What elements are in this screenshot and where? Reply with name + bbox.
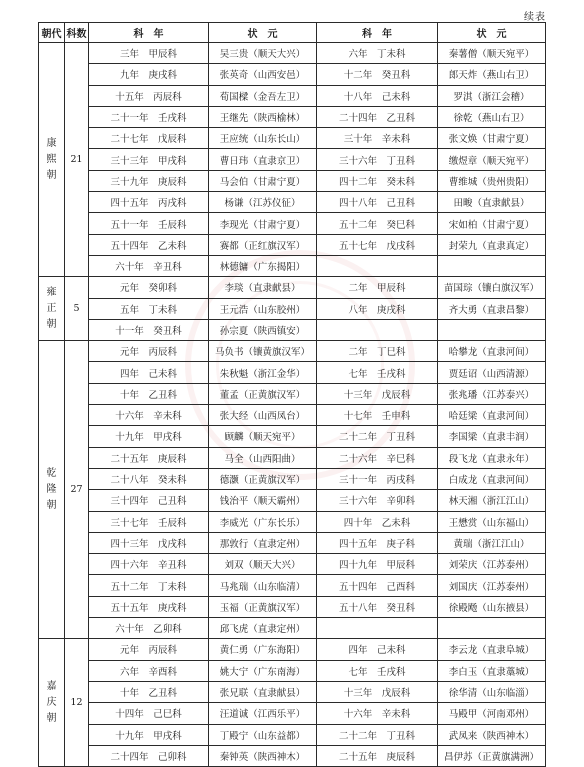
header-exam-year-2: 科 年 (317, 23, 438, 43)
exam-year-cell: 四十六年 辛丑科 (89, 554, 209, 575)
zhuangyuan-cell: 马兆瑞（山东临清） (209, 575, 317, 596)
exam-year-cell: 七年 壬戌科 (317, 362, 438, 383)
table-row (39, 575, 546, 596)
exam-year-cell: 二十八年 癸未科 (89, 468, 209, 489)
zhuangyuan-cell: 李白玉（直隶藁城） (438, 660, 546, 681)
exam-year-cell: 五十一年 壬辰科 (89, 213, 209, 234)
zhuangyuan-cell: 秦钟英（陕西神木） (209, 745, 317, 766)
table-row (39, 681, 546, 702)
exam-year-cell: 十年 乙丑科 (89, 383, 209, 404)
table-row (39, 43, 546, 64)
exam-year-cell: 四十九年 甲辰科 (317, 554, 438, 575)
exam-year-cell: 三十年 辛未科 (317, 128, 438, 149)
zhuangyuan-cell: 王元浩（山东胶州） (209, 298, 317, 319)
exam-year-cell: 元年 丙辰科 (89, 639, 209, 660)
table-row (39, 745, 546, 766)
table-row (39, 64, 546, 85)
table-row (39, 170, 546, 191)
zhuangyuan-cell: 李威光（广东长乐） (209, 511, 317, 532)
zhuangyuan-cell: 贾廷诏（山西清源） (438, 362, 546, 383)
table-row (39, 383, 546, 404)
exam-year-cell: 十一年 癸丑科 (89, 319, 209, 340)
exam-year-cell: 七年 壬戌科 (317, 660, 438, 681)
zhuangyuan-table (38, 22, 546, 767)
exam-year-cell: 二十二年 丁丑科 (317, 724, 438, 745)
zhuangyuan-cell: 马会伯（甘肃宁夏） (209, 170, 317, 191)
exam-year-cell: 二十一年 壬戌科 (89, 106, 209, 127)
table-row (39, 426, 546, 447)
zhuangyuan-cell: 马负书（镶黄旗汉军） (209, 341, 317, 362)
exam-count-cell: 21 (65, 43, 89, 277)
exam-year-cell: 五年 丁未科 (89, 298, 209, 319)
zhuangyuan-cell: 吴三贵（顺天大兴） (209, 43, 317, 64)
exam-year-cell: 四十八年 己丑科 (317, 192, 438, 213)
exam-year-cell: 十七年 壬申科 (317, 405, 438, 426)
zhuangyuan-cell: 王应统（山东长山） (209, 128, 317, 149)
table-row (39, 234, 546, 255)
exam-year-cell (317, 255, 438, 276)
table-row (39, 596, 546, 617)
exam-year-cell: 十九年 甲戌科 (89, 426, 209, 447)
zhuangyuan-cell (438, 618, 546, 639)
exam-year-cell (317, 618, 438, 639)
table-row (39, 532, 546, 553)
dynasty-name-cell (39, 43, 65, 277)
exam-year-cell: 二十七年 戊辰科 (89, 128, 209, 149)
exam-year-cell: 三十六年 丁丑科 (317, 149, 438, 170)
dynasty-name-char: 朝 (46, 712, 57, 724)
exam-year-cell: 二年 甲辰科 (317, 277, 438, 298)
table-row (39, 490, 546, 511)
table-row (39, 106, 546, 127)
zhuangyuan-cell: 朱秋魁（浙江金华） (209, 362, 317, 383)
exam-year-cell: 十六年 辛未科 (89, 405, 209, 426)
exam-year-cell: 十三年 戊辰科 (317, 383, 438, 404)
zhuangyuan-cell: 哈廷梁（直隶河间） (438, 405, 546, 426)
exam-year-cell: 四年 己未科 (317, 639, 438, 660)
header-dynasty: 朝代 (39, 23, 65, 43)
exam-year-cell (317, 319, 438, 340)
table-row (39, 85, 546, 106)
zhuangyuan-cell: 白成龙（直隶河间） (438, 468, 546, 489)
dynasty-name-char: 乾 (46, 467, 57, 479)
zhuangyuan-cell: 孙宗夏（陕西镇安） (209, 319, 317, 340)
exam-year-cell: 五十二年 丁未科 (89, 575, 209, 596)
exam-year-cell: 三十六年 辛卯科 (317, 490, 438, 511)
exam-count-cell: 27 (65, 341, 89, 639)
dynasty-name-cell (39, 639, 65, 767)
zhuangyuan-cell: 林天湘（浙江江山） (438, 490, 546, 511)
table-row (39, 618, 546, 639)
zhuangyuan-cell: 马殿甲（河南邓州） (438, 703, 546, 724)
zhuangyuan-cell: 徐乾（燕山右卫） (438, 106, 546, 127)
zhuangyuan-cell: 姚大宁（广东南海） (209, 660, 317, 681)
exam-year-cell: 元年 癸卯科 (89, 277, 209, 298)
zhuangyuan-cell: 昌伊苏（正黄旗满洲） (438, 745, 546, 766)
zhuangyuan-cell: 张兄联（直隶献县） (209, 681, 317, 702)
exam-year-cell: 元年 丙辰科 (89, 341, 209, 362)
table-row (39, 660, 546, 681)
header-count: 科数 (65, 23, 89, 43)
table-row (39, 319, 546, 340)
dynasty-name-char: 朝 (46, 318, 57, 330)
exam-year-cell: 九年 庚戌科 (89, 64, 209, 85)
table-row (39, 405, 546, 426)
exam-year-cell: 二年 丁巳科 (317, 341, 438, 362)
table-row (39, 192, 546, 213)
zhuangyuan-cell: 杨谦（江苏仪征） (209, 192, 317, 213)
zhuangyuan-cell: 刘国庆（江苏泰州） (438, 575, 546, 596)
exam-year-cell: 二十六年 辛巳科 (317, 447, 438, 468)
table-row (39, 447, 546, 468)
zhuangyuan-cell: 那敦行（直隶定州） (209, 532, 317, 553)
table-row (39, 149, 546, 170)
zhuangyuan-cell: 王继先（陕西榆林） (209, 106, 317, 127)
zhuangyuan-cell: 缴煜章（顺天宛平） (438, 149, 546, 170)
zhuangyuan-cell: 刘双（顺天大兴） (209, 554, 317, 575)
table-body (39, 43, 546, 767)
exam-count-cell: 5 (65, 277, 89, 341)
table-row (39, 639, 546, 660)
table-row (39, 554, 546, 575)
exam-year-cell: 五十八年 癸丑科 (317, 596, 438, 617)
zhuangyuan-cell: 丁殿宁（山东益都） (209, 724, 317, 745)
exam-year-cell: 五十五年 庚戌科 (89, 596, 209, 617)
exam-year-cell: 四十五年 庚子科 (317, 532, 438, 553)
exam-count-cell: 12 (65, 639, 89, 767)
table-row (39, 511, 546, 532)
zhuangyuan-cell: 林德镛（广东揭阳） (209, 255, 317, 276)
exam-year-cell: 四十三年 戊戌科 (89, 532, 209, 553)
zhuangyuan-cell: 郎天炸（燕山右卫） (438, 64, 546, 85)
dynasty-name-cell (39, 277, 65, 341)
table-row (39, 703, 546, 724)
exam-year-cell: 六年 丁未科 (317, 43, 438, 64)
zhuangyuan-cell: 黄仁勇（广东海阳） (209, 639, 317, 660)
exam-year-cell: 十九年 甲戌科 (89, 724, 209, 745)
exam-year-cell: 四年 己未科 (89, 362, 209, 383)
table-header-row (39, 23, 546, 43)
zhuangyuan-cell: 邱飞虎（直隶定州） (209, 618, 317, 639)
exam-year-cell: 五十四年 乙未科 (89, 234, 209, 255)
zhuangyuan-cell: 武凤来（陕西神木） (438, 724, 546, 745)
exam-year-cell: 三十一年 丙戌科 (317, 468, 438, 489)
zhuangyuan-cell: 齐大勇（直隶昌黎） (438, 298, 546, 319)
zhuangyuan-cell: 田畯（直隶献县） (438, 192, 546, 213)
exam-year-cell: 十二年 癸丑科 (317, 64, 438, 85)
table-row (39, 128, 546, 149)
table-row (39, 341, 546, 362)
zhuangyuan-cell: 李云龙（直隶阜城） (438, 639, 546, 660)
zhuangyuan-cell: 封荣九（直隶真定） (438, 234, 546, 255)
zhuangyuan-cell: 王懋赏（山东福山） (438, 511, 546, 532)
exam-year-cell: 五十七年 戊戌科 (317, 234, 438, 255)
exam-year-cell: 十三年 戊辰科 (317, 681, 438, 702)
zhuangyuan-cell (438, 255, 546, 276)
exam-year-cell: 六十年 辛丑科 (89, 255, 209, 276)
zhuangyuan-cell: 董孟（正黄旗汉军） (209, 383, 317, 404)
zhuangyuan-cell: 段飞龙（直隶永年） (438, 447, 546, 468)
zhuangyuan-cell: 曹维城（贵州贵阳） (438, 170, 546, 191)
exam-year-cell: 四十年 乙未科 (317, 511, 438, 532)
table-row (39, 724, 546, 745)
exam-year-cell: 三十三年 甲戌科 (89, 149, 209, 170)
zhuangyuan-cell: 秦薯僧（顺天宛平） (438, 43, 546, 64)
zhuangyuan-cell: 李琰（直隶献县） (209, 277, 317, 298)
table-row (39, 213, 546, 234)
table-row (39, 298, 546, 319)
exam-year-cell: 二十五年 庚辰科 (89, 447, 209, 468)
table-row (39, 277, 546, 298)
zhuangyuan-cell: 荀国樑（金吾左卫） (209, 85, 317, 106)
exam-year-cell: 十六年 辛未科 (317, 703, 438, 724)
zhuangyuan-cell: 宋如柏（甘肃宁夏） (438, 213, 546, 234)
exam-year-cell: 三年 甲辰科 (89, 43, 209, 64)
exam-year-cell: 十四年 己巳科 (89, 703, 209, 724)
exam-year-cell: 五十四年 己酉科 (317, 575, 438, 596)
zhuangyuan-cell: 曹日玮（直隶京卫） (209, 149, 317, 170)
zhuangyuan-cell: 马全（山西阳曲） (209, 447, 317, 468)
zhuangyuan-cell: 李现光（甘肃宁夏） (209, 213, 317, 234)
zhuangyuan-cell (438, 319, 546, 340)
exam-year-cell: 六年 辛酉科 (89, 660, 209, 681)
exam-year-cell: 二十二年 丁丑科 (317, 426, 438, 447)
dynasty-name-cell (39, 341, 65, 639)
table-row (39, 468, 546, 489)
dynasty-name-char: 隆 (46, 483, 57, 495)
exam-year-cell: 八年 庚戌科 (317, 298, 438, 319)
header-zhuangyuan-2: 状 元 (438, 23, 546, 43)
table-row (39, 255, 546, 276)
dynasty-name-char: 正 (46, 302, 57, 314)
dynasty-name-char: 雍 (46, 286, 57, 298)
dynasty-name-char: 嘉 (46, 680, 57, 692)
exam-year-cell: 四十五年 丙戌科 (89, 192, 209, 213)
exam-year-cell: 二十五年 庚辰科 (317, 745, 438, 766)
exam-year-cell: 六十年 乙卯科 (89, 618, 209, 639)
dynasty-name-char: 康 (46, 137, 57, 149)
exam-year-cell: 五十二年 癸巳科 (317, 213, 438, 234)
table-row (39, 362, 546, 383)
zhuangyuan-cell: 黄瑞（浙江江山） (438, 532, 546, 553)
exam-year-cell: 十年 乙丑科 (89, 681, 209, 702)
zhuangyuan-cell: 德灏（正黄旗汉军） (209, 468, 317, 489)
dynasty-name-char: 熙 (46, 153, 57, 165)
exam-year-cell: 十八年 己未科 (317, 85, 438, 106)
exam-year-cell: 三十七年 壬辰科 (89, 511, 209, 532)
zhuangyuan-cell: 张大经（山西凤台） (209, 405, 317, 426)
zhuangyuan-cell: 钱治平（顺天霸州） (209, 490, 317, 511)
zhuangyuan-cell: 李国梁（直隶丰润） (438, 426, 546, 447)
continuation-label: 续表 (524, 12, 546, 23)
exam-year-cell: 四十二年 癸未科 (317, 170, 438, 191)
header-zhuangyuan-1: 状 元 (209, 23, 317, 43)
exam-year-cell: 十五年 丙辰科 (89, 85, 209, 106)
zhuangyuan-cell: 刘荣庆（江苏泰州） (438, 554, 546, 575)
zhuangyuan-cell: 罗淇（浙江会稽） (438, 85, 546, 106)
zhuangyuan-cell: 赛都（正红旗汉军） (209, 234, 317, 255)
zhuangyuan-cell: 张兆璠（江苏泰兴） (438, 383, 546, 404)
zhuangyuan-cell: 苗国琮（镶白旗汉军） (438, 277, 546, 298)
zhuangyuan-cell: 张英奇（山西安邑） (209, 64, 317, 85)
dynasty-name-char: 庆 (46, 696, 57, 708)
exam-year-cell: 二十四年 乙丑科 (317, 106, 438, 127)
zhuangyuan-cell: 玉福（正黄旗汉军） (209, 596, 317, 617)
zhuangyuan-cell: 顾麟（顺天宛平） (209, 426, 317, 447)
dynasty-name-char: 朝 (46, 499, 57, 511)
zhuangyuan-cell: 徐殿飏（山东掖县） (438, 596, 546, 617)
zhuangyuan-cell: 汪道诚（江西乐平） (209, 703, 317, 724)
exam-year-cell: 二十四年 己卯科 (89, 745, 209, 766)
zhuangyuan-cell: 张文焕（甘肃宁夏） (438, 128, 546, 149)
exam-year-cell: 三十四年 己丑科 (89, 490, 209, 511)
zhuangyuan-cell: 徐华清（山东临淄） (438, 681, 546, 702)
exam-year-cell: 三十九年 庚辰科 (89, 170, 209, 191)
header-exam-year-1: 科 年 (89, 23, 209, 43)
zhuangyuan-cell: 哈攀龙（直隶河间） (438, 341, 546, 362)
dynasty-name-char: 朝 (46, 169, 57, 181)
